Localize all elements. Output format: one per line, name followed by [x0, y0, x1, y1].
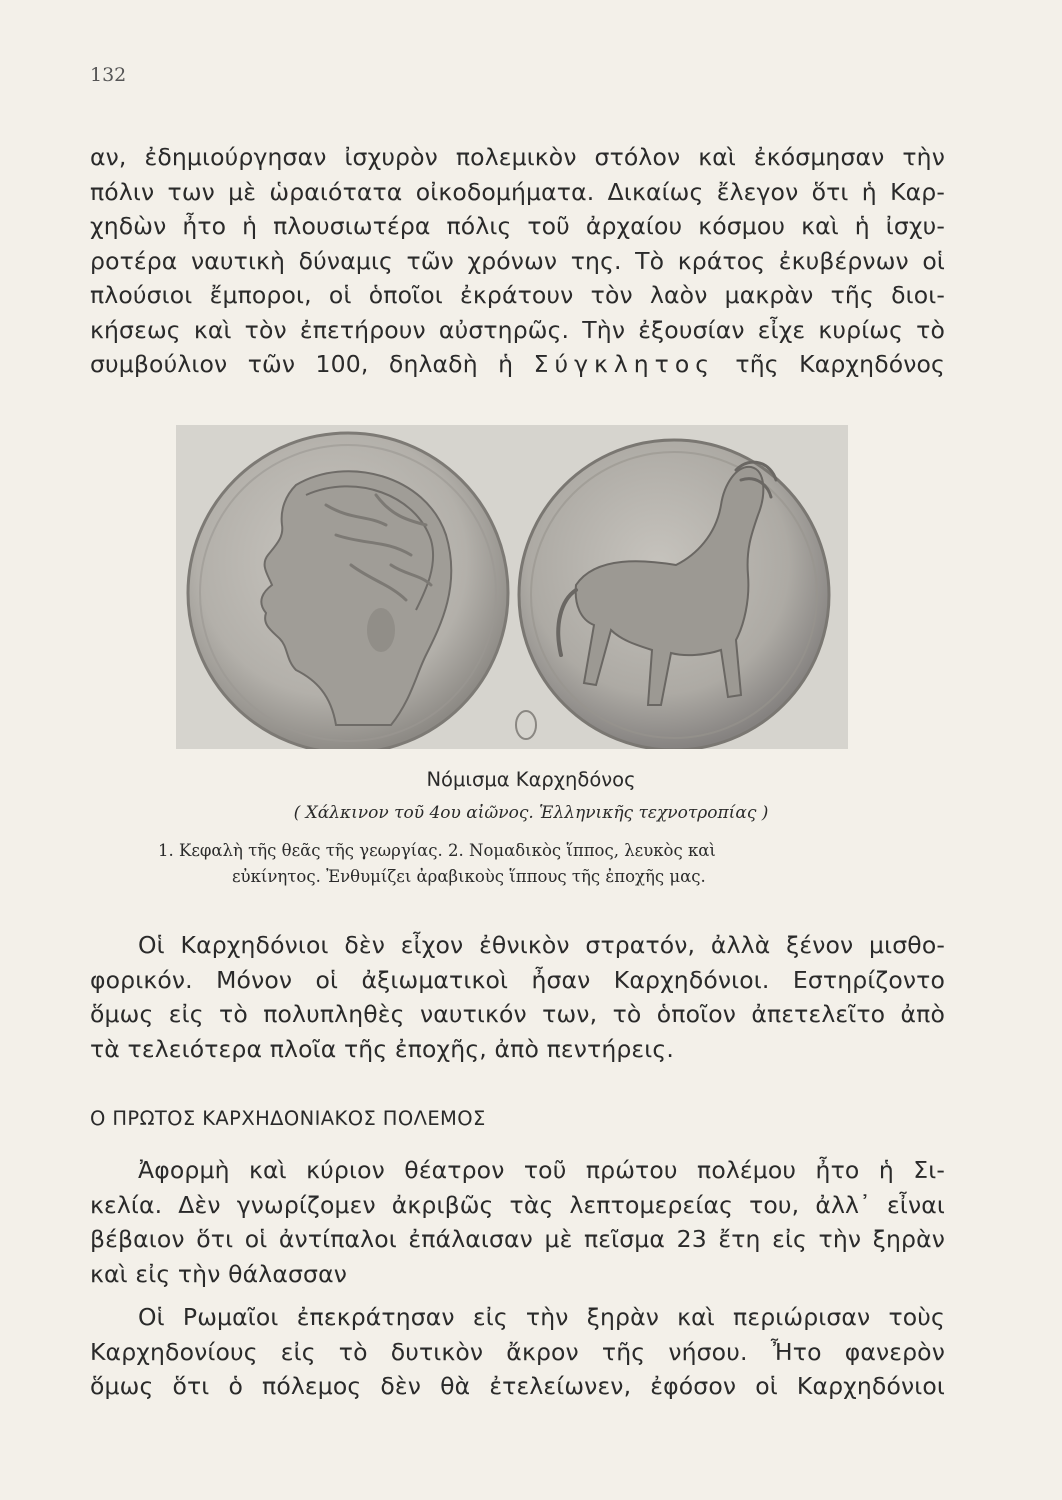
text-line: Οἱ Ρωμαῖοι ἐπεκράτησαν εἰς τὴν ξηρὰν καὶ περιώρισαν τοὺς — [138, 1303, 945, 1331]
figure-caption-note — [158, 838, 888, 890]
page-number: 132 — [90, 64, 127, 86]
text-line — [90, 347, 945, 382]
text-line: πόλιν των μὲ ὡραιότατα οἰκοδομήματα. Δικαίως ἔλεγον ὅτι ἡ Καρ- — [90, 177, 945, 206]
paragraph-2 — [90, 928, 945, 1066]
text-line: αν, ἐδημιούργησαν ἰσχυρὸν πολεμικὸν στόλον καὶ ἐκόσμησαν τὴν — [90, 143, 945, 171]
text-line: τὰ τελειότερα πλοῖα τῆς ἐποχῆς, ἀπὸ πεντήρεις. — [90, 1034, 674, 1063]
text-line: βέβαιον ὅτι οἱ ἀντίπαλοι ἐπάλαισαν μὲ πεῖσμα 23 ἔτη εἰς τὴν ξηρὰν — [90, 1225, 945, 1253]
text-line: πλούσιοι ἔμποροι, οἱ ὁποῖοι ἐκράτουν τὸν λαὸν μακρὰν τῆς διοι- — [90, 281, 945, 309]
text-segment: τῆς Καρχηδόνος — [715, 350, 945, 378]
figure-caption-title: Νόμισμα Καρχηδόνος — [426, 768, 636, 791]
text-line: ροτέρα ναυτικὴ δύναμις τῶν χρόνων της. Τὸ κράτος ἐκυβέρνων οἱ — [90, 246, 945, 275]
text-line: ὅμως εἰς τὸ πολυπληθὲς ναυτικόν των, τὸ ὁποῖον ἀπετελεῖτο ἀπὸ — [90, 1000, 945, 1028]
caption-note-line: εὐκίνητος. Ἐνθυμίζει ἀραβικοὺς ἵππους τῆς ἐποχῆς μας. — [232, 867, 706, 886]
caption-note-line: 1. Κεφαλὴ τῆς θεᾶς τῆς γεωργίας. 2. Νομαδικὸς ἵππος, λευκὸς καὶ — [158, 841, 716, 860]
paragraph-4 — [90, 1300, 945, 1404]
section-heading: Ο ΠΡΩΤΟΣ ΚΑΡΧΗΔΟΝΙΑΚΟΣ ΠΟΛΕΜΟΣ — [90, 1107, 486, 1130]
coin-photograph — [176, 425, 848, 749]
coin-head-of-goddess-icon — [188, 433, 508, 749]
text-line: φορικόν. Μόνον οἱ ἀξιωματικοὶ ἦσαν Καρχηδόνιοι. Εστηρίζοντο — [90, 965, 945, 994]
text-line: Οἱ Καρχηδόνιοι δὲν εἶχον ἐθνικὸν στρατόν, ἀλλὰ ξένον μισθο- — [138, 931, 945, 959]
text-line: κελία. Δὲν γνωρίζομεν ἀκριβῶς τὰς λεπτομερείας του, ἀλλ᾽ εἶναι — [90, 1190, 945, 1219]
text-line: χηδὼν ἦτο ἡ πλουσιωτέρα πόλις τοῦ ἀρχαίου κόσμου καὶ ἡ ἰσχυ- — [90, 212, 945, 240]
paragraph-3 — [90, 1153, 945, 1291]
spaced-term-synkletos: Σύγκλητος — [533, 350, 715, 378]
coin-horse-icon — [519, 440, 829, 749]
text-line: Καρχηδονίους εἰς τὸ δυτικὸν ἄκρον τῆς νήσου. Ἦτο φανερὸν — [90, 1337, 945, 1366]
paragraph-1 — [90, 140, 945, 382]
text-segment: συμβούλιον τῶν 100, δηλαδὴ ἡ — [90, 350, 534, 378]
text-line: κήσεως καὶ τὸν ἐπετήρουν αὐστηρῶς. Τὴν ἐξουσίαν εἶχε κυρίως τὸ — [90, 315, 945, 344]
figure-caption-subtitle: ( Χάλκινον τοῦ 4ου αἰῶνος. Ἑλληνικῆς τεχνοτροπίας ) — [293, 803, 769, 823]
text-line: Ἀφορμὴ καὶ κύριον θέατρον τοῦ πρώτου πολέμου ἦτο ἡ Σι- — [138, 1156, 945, 1184]
text-line: ὅμως ὅτι ὁ πόλεμος δὲν θὰ ἐτελείωνεν, ἐφόσον οἱ Καρχηδόνιοι — [90, 1372, 945, 1400]
text-line: καὶ εἰς τὴν θάλασσαν — [90, 1259, 347, 1288]
